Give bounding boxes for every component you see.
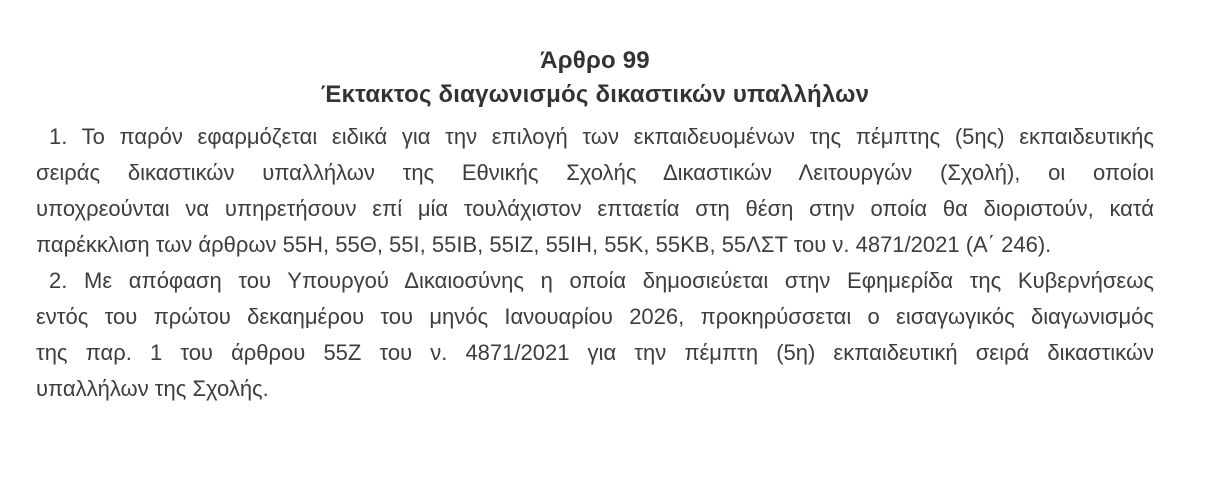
paragraph-1-line-1: 1. Το παρόν εφαρμόζεται ειδικά για την επιλογή των εκπαιδευομένων της πέμπτης (5ης) εκπαιδευτικής [49,124,1154,149]
paragraph-1-line-3: υποχρεούνται να υπηρετήσουν επί μία τουλάχιστον επταετία στη θέση στην οποία θα διοριστούν, κατά [36,196,1154,221]
paragraph-1-line-4: παρέκκλιση των άρθρων 55Η, 55Θ, 55Ι, 55ΙΒ, 55ΙΖ, 55ΙΗ, 55Κ, 55ΚΒ, 55ΛΣΤ του ν. 4871/2021 (Α΄ 246). [36,232,1052,257]
paragraph-2-line-2: εντός του πρώτου δεκαημέρου του μηνός Ιανουαρίου 2026, προκηρύσσεται ο εισαγωγικός διαγωνισμός [36,304,1154,329]
article-body [36,119,1154,407]
paragraph-2 [36,263,1154,407]
paragraph-1-line-2: σειράς δικαστικών υπαλλήλων της Εθνικής Σχολής Δικαστικών Λειτουργών (Σχολή), οι οποίοι [36,160,1154,185]
paragraph-2-line-1: 2. Με απόφαση του Υπουργού Δικαιοσύνης η οποία δημοσιεύεται στην Εφημερίδα της Κυβερνήσεως [49,268,1154,293]
article-subtitle: Έκτακτος διαγωνισμός δικαστικών υπαλλήλων [320,81,870,108]
paragraph-1 [36,119,1154,263]
paragraph-2-line-3: της παρ. 1 του άρθρου 55Ζ του ν. 4871/2021 για την πέμπτη (5η) εκπαιδευτική σειρά δικαστικών [36,340,1154,365]
paragraph-2-line-4: υπαλλήλων της Σχολής. [36,376,269,401]
article-title: Άρθρο 99 [540,47,650,74]
